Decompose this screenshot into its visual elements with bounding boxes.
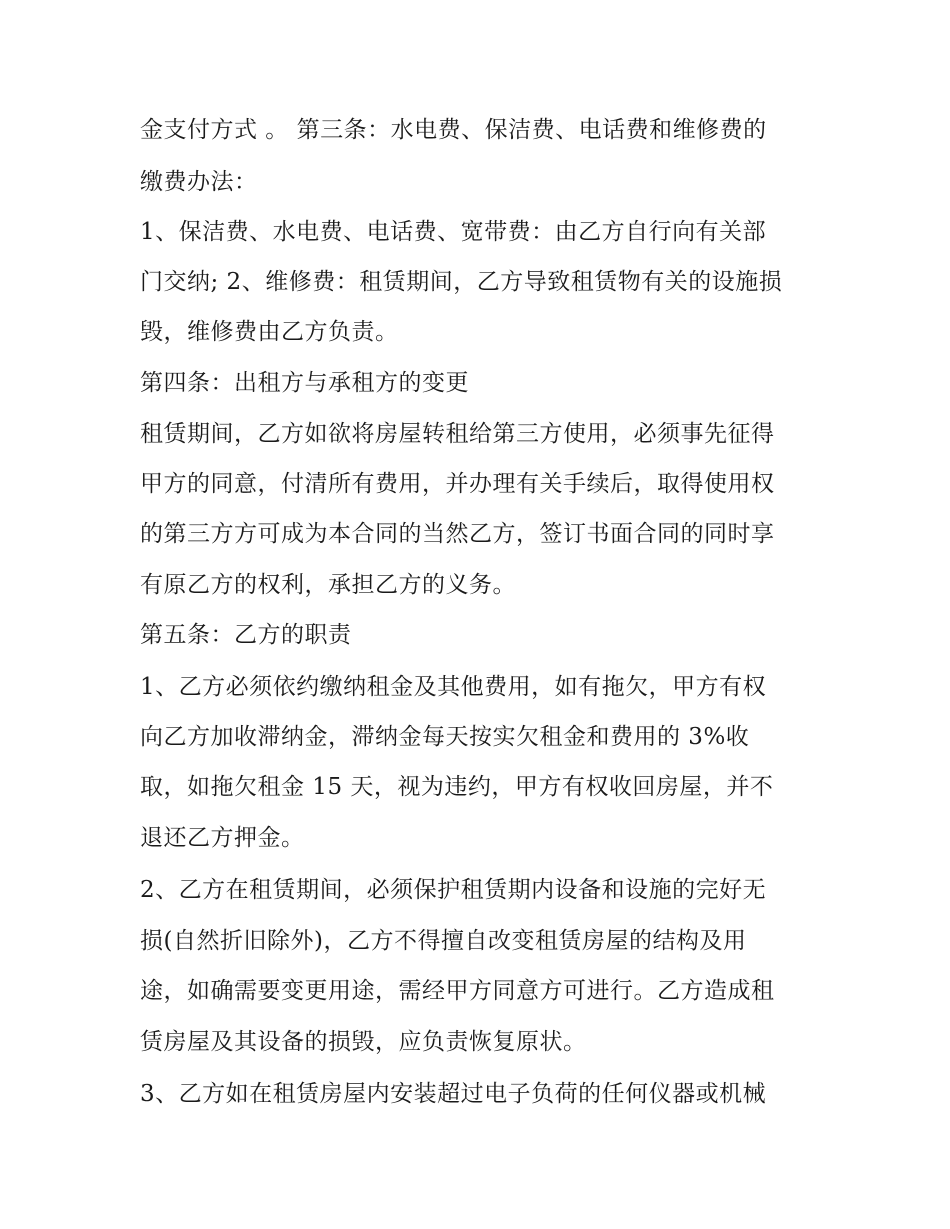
text-line: 途，如确需要变更用途，需经甲方同意方可进行。乙方造成租 (140, 978, 775, 1004)
section-heading: 第五条：乙方的职责 (140, 622, 352, 648)
text-line: 的第三方方可成为本合同的当然乙方，签订书面合同的同时享 (140, 521, 775, 547)
text-line: 有原乙方的权利，承担乙方的义务。 (140, 572, 516, 598)
section-heading: 第四条：出租方与承租方的变更 (140, 370, 469, 396)
text-line: 取，如拖欠租金 15 天，视为违约，甲方有权收回房屋，并不 (140, 774, 774, 800)
text-line: 3、乙方如在租赁房屋内安装超过电子负荷的任何仪器或机械 (140, 1081, 767, 1107)
text-line: 1、乙方必须依约缴纳租金及其他费用，如有拖欠，甲方有权 (140, 674, 767, 700)
text-line: 2、乙方在租赁期间，必须保护租赁期内设备和设施的完好无 (140, 877, 767, 903)
text-line: 损(自然折旧除外)，乙方不得擅自改变租赁房屋的结构及用 (140, 928, 747, 954)
text-line: 退还乙方押金。 (140, 825, 305, 851)
text-line: 毁，维修费由乙方负责。 (140, 319, 399, 345)
text-line: 向乙方加收滞纳金，滞纳金每天按实欠租金和费用的 3%收 (140, 724, 750, 750)
text-line: 门交纳; 2、维修费：租赁期间，乙方导致租赁物有关的设施损 (140, 269, 783, 295)
text-line: 赁房屋及其设备的损毁，应负责恢复原状。 (140, 1029, 587, 1055)
text-line: 缴费办法： (140, 169, 258, 195)
text-line: 甲方的同意，付清所有费用，并办理有关手续后，取得使用权 (140, 471, 775, 497)
text-line: 租赁期间，乙方如欲将房屋转租给第三方使用，必须事先征得 (140, 421, 775, 447)
text-line: 1、保洁费、水电费、电话费、宽带费：由乙方自行向有关部 (140, 219, 767, 245)
text-line: 金支付方式 。 第三条：水电费、保洁费、电话费和维修费的 (140, 117, 767, 143)
